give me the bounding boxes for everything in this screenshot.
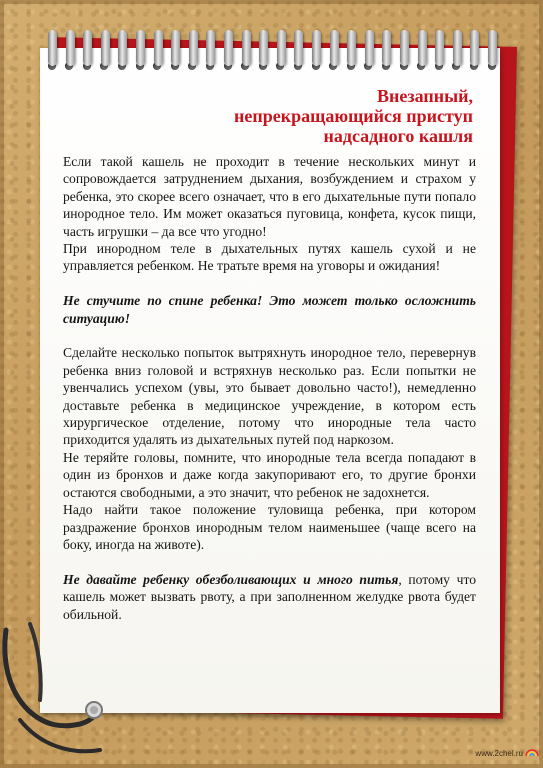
binding-ring [347,30,356,66]
paragraph-5: Не теряйте головы, помните, что инородные тела всегда попадают в один из бронхов и даже когда закупоривают его, то другие бронхи остаются свободными, а это значит, что ребенок не задохнется. [63,449,476,500]
binding-ring [294,30,303,66]
binding-ring [136,30,145,66]
spacer [63,275,476,292]
binding-ring [101,30,110,66]
article-body [63,153,476,623]
spacer [63,327,476,344]
binding-ring [470,30,479,66]
binding-ring [48,30,57,66]
binding-ring [312,30,321,66]
spiral-binding [36,30,502,74]
paragraph-4: Сделайте несколько попыток вытряхнуть инородное тело, перевернув ребенка вниз головой и встряхнув несколько раз. Если попытки не увенчались успехом (увы, это бывает довольно часто!), немедленно доставьте ребенка в медицинское учреждение, в котором есть хирургическое отделение, потому что инородные тела часто приходится удалять из дыхательных путей под наркозом. [63,345,476,448]
binding-ring [171,30,180,66]
paragraph-7-emphasis: Не давайте ребенку обезболивающих и много питья [63,571,399,587]
paragraph-1: Если такой кашель не проходит в течение нескольких минут и сопровождается затруднением дыхания, возбуждением и страхом у ребенка, это скорее всего означает, что в его дыхательные пути попало инородное тело. Им может оказаться пуговица, конфета, кусок пищи, часть игрушки – да все что угодно! [63,154,476,239]
binding-ring [118,30,127,66]
binding-ring [435,30,444,66]
title-line-2: непрекращающийся приступ [234,106,473,126]
site-watermark: www.2chel.ru [475,749,523,758]
binding-ring [400,30,409,66]
binding-ring [418,30,427,66]
paragraph-2: При инородном теле в дыхательных путях кашель сухой и не управляется ребенком. Не тратьте время на уговоры и ожидания! [63,241,476,274]
rainbow-icon [525,747,539,756]
binding-ring [206,30,215,66]
binding-ring [224,30,233,66]
paragraph-7 [63,571,476,623]
binding-ring [453,30,462,66]
binding-ring [189,30,198,66]
binding-ring [83,30,92,66]
page-title [93,86,473,146]
binding-ring [488,30,497,66]
stethoscope-icon [0,620,160,768]
binding-ring [277,30,286,66]
binding-ring [259,30,268,66]
spacer [63,553,476,570]
title-line-3: надсадного кашля [323,126,473,146]
binding-ring [242,30,251,66]
binding-ring [330,30,339,66]
paragraph-7-rest: , потому что кашель может вызвать рвоту, а при заполненном желудке рвота будет обильной. [63,571,477,622]
title-line-1: Внезапный, [376,86,473,106]
binding-ring [154,30,163,66]
binding-ring [382,30,391,66]
paragraph-6: Надо найти такое положение туловища ребенка, при котором раздражение бронхов инородным телом наименьшее (чаще всего на боку, иногда на животе). [63,502,476,552]
binding-ring [66,30,75,66]
binding-ring [365,30,374,66]
warning-paragraph: Не стучите по спине ребенка! Это может только осложнить ситуацию! [63,293,476,326]
